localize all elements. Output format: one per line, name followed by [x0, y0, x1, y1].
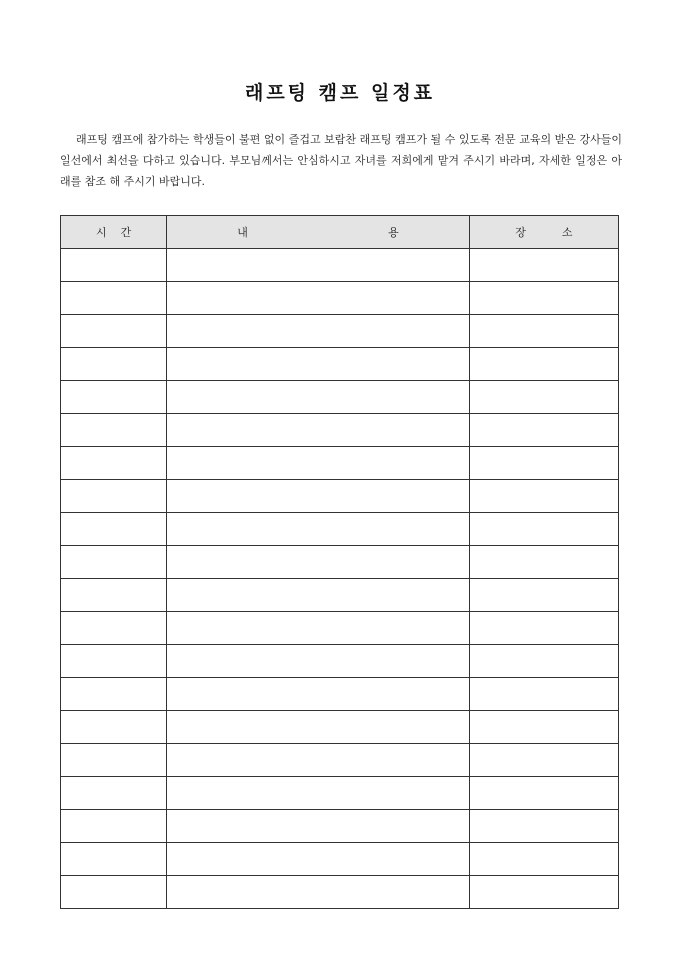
cell-content[interactable]: [167, 843, 470, 876]
cell-place[interactable]: [469, 876, 618, 909]
cell-place[interactable]: [469, 315, 618, 348]
cell-place[interactable]: [469, 348, 618, 381]
cell-content[interactable]: [167, 282, 470, 315]
cell-time[interactable]: [61, 315, 167, 348]
cell-content[interactable]: [167, 579, 470, 612]
header-content-right: 용: [388, 226, 399, 239]
cell-content[interactable]: [167, 711, 470, 744]
cell-place[interactable]: [469, 480, 618, 513]
cell-content[interactable]: [167, 678, 470, 711]
header-place-label: 장소: [515, 226, 609, 239]
cell-content[interactable]: [167, 381, 470, 414]
table-row: [61, 513, 619, 546]
cell-time[interactable]: [61, 480, 167, 513]
cell-content[interactable]: [167, 777, 470, 810]
cell-time[interactable]: [61, 744, 167, 777]
cell-content[interactable]: [167, 546, 470, 579]
header-content: [167, 216, 470, 249]
table-row: [61, 546, 619, 579]
table-row: [61, 876, 619, 909]
table-row: [61, 249, 619, 282]
cell-content[interactable]: [167, 744, 470, 777]
cell-time[interactable]: [61, 843, 167, 876]
cell-content[interactable]: [167, 876, 470, 909]
cell-place[interactable]: [469, 777, 618, 810]
cell-place[interactable]: [469, 612, 618, 645]
cell-place[interactable]: [469, 711, 618, 744]
cell-content[interactable]: [167, 315, 470, 348]
table-row: [61, 480, 619, 513]
table-row: [61, 348, 619, 381]
cell-place[interactable]: [469, 579, 618, 612]
cell-place[interactable]: [469, 843, 618, 876]
cell-time[interactable]: [61, 546, 167, 579]
intro-paragraph: 래프팅 캠프에 참가하는 학생들이 불편 없이 즐겁고 보람찬 래프팅 캠프가 될 수 있도록 전문 교육의 받은 강사들이 일선에서 최선을 다하고 있습니다. 부모님께서는 안심하시고 자녀를 저희에게 맡겨 주시기 바라며, 자세한 일정은 아래를 참조 해 주시기 바랍니다.: [60, 133, 622, 188]
cell-time[interactable]: [61, 579, 167, 612]
table-row: [61, 744, 619, 777]
cell-content[interactable]: [167, 645, 470, 678]
cell-place[interactable]: [469, 810, 618, 843]
table-row: [61, 810, 619, 843]
table-row: [61, 843, 619, 876]
table-row: [61, 645, 619, 678]
cell-place[interactable]: [469, 249, 618, 282]
cell-place[interactable]: [469, 645, 618, 678]
cell-time[interactable]: [61, 348, 167, 381]
cell-time[interactable]: [61, 282, 167, 315]
cell-place[interactable]: [469, 546, 618, 579]
table-row: [61, 711, 619, 744]
cell-time[interactable]: [61, 876, 167, 909]
document-title: 래프팅 캠프 일정표: [244, 82, 436, 104]
cell-time[interactable]: [61, 249, 167, 282]
cell-time[interactable]: [61, 711, 167, 744]
cell-content[interactable]: [167, 612, 470, 645]
table-row: [61, 447, 619, 480]
cell-content[interactable]: [167, 447, 470, 480]
cell-content[interactable]: [167, 414, 470, 447]
schedule-body: [61, 249, 619, 909]
table-row: [61, 414, 619, 447]
cell-time[interactable]: [61, 777, 167, 810]
cell-time[interactable]: [61, 810, 167, 843]
cell-content[interactable]: [167, 513, 470, 546]
cell-time[interactable]: [61, 381, 167, 414]
cell-place[interactable]: [469, 414, 618, 447]
cell-place[interactable]: [469, 447, 618, 480]
cell-place[interactable]: [469, 744, 618, 777]
table-row: [61, 678, 619, 711]
cell-content[interactable]: [167, 480, 470, 513]
cell-time[interactable]: [61, 645, 167, 678]
table-row: [61, 315, 619, 348]
cell-place[interactable]: [469, 282, 618, 315]
header-place: [469, 216, 618, 249]
header-time: [61, 216, 167, 249]
cell-place[interactable]: [469, 513, 618, 546]
table-row: [61, 381, 619, 414]
table-row: [61, 579, 619, 612]
cell-time[interactable]: [61, 447, 167, 480]
cell-time[interactable]: [61, 513, 167, 546]
cell-content[interactable]: [167, 249, 470, 282]
schedule-table: [60, 215, 619, 909]
header-content-left: 내: [237, 226, 248, 239]
table-row: [61, 282, 619, 315]
table-row: [61, 612, 619, 645]
cell-content[interactable]: [167, 810, 470, 843]
cell-content[interactable]: [167, 348, 470, 381]
cell-place[interactable]: [469, 678, 618, 711]
cell-time[interactable]: [61, 678, 167, 711]
table-row: [61, 777, 619, 810]
cell-time[interactable]: [61, 414, 167, 447]
cell-place[interactable]: [469, 381, 618, 414]
header-time-label: 시간: [95, 226, 146, 239]
table-header-row: [61, 216, 619, 249]
cell-time[interactable]: [61, 612, 167, 645]
